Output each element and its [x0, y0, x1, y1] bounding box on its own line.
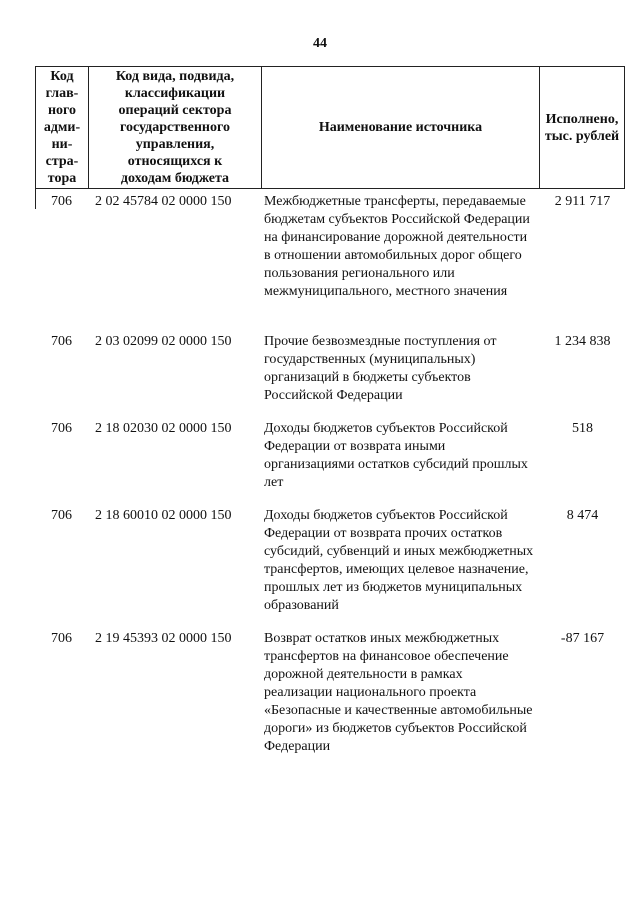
header-source-name [262, 67, 540, 188]
amount-cell: 8 474 [566, 508, 599, 523]
amount-cell: 1 234 838 [554, 334, 611, 349]
page-number: 44 [313, 36, 327, 51]
admin-code-cell: 706 [51, 631, 72, 646]
source-name-cell: Возврат остатков иных межбюджетных трансфертов на финансовое обеспечение дорожной деятельности в рамках реализации национального проекта «Безопасные и качественные автомобильные дороги» из бюджетов субъектов Российской Федерации [264, 631, 533, 754]
admin-code-cell: 706 [51, 194, 72, 209]
amount-cell: 518 [572, 421, 593, 436]
amount-cell: -87 167 [560, 631, 605, 646]
source-name-cell: Межбюджетные трансферты, передаваемые бюджетам субъектов Российской Федерации на финансирование дорожной деятельности в отношении автомобильных дорог общего пользования регионального или межмуниципального, местного значения [264, 194, 530, 299]
source-name-cell: Прочие безвозмездные поступления от государственных (муниципальных) организаций в бюджеты субъектов Российской Федерации [264, 334, 497, 403]
header-amount [540, 67, 624, 188]
admin-code-cell: 706 [51, 508, 72, 523]
admin-code-cell: 706 [51, 334, 72, 349]
header-classification-code-label: Код вида, подвида, классификации операций сектора государственного управления, относящихся к доходам бюджета [115, 69, 235, 186]
source-name-cell: Доходы бюджетов субъектов Российской Федерации от возврата иными организациями остатков субсидий прошлых лет [264, 421, 528, 490]
header-amount-label: Исполнено, тыс. рублей [544, 111, 620, 144]
classification-code-cell: 2 18 02030 02 0000 150 [95, 421, 232, 436]
classification-code-cell: 2 03 02099 02 0000 150 [95, 334, 232, 349]
amount-cell: 2 911 717 [554, 194, 611, 209]
header-source-name-label: Наименование источника [318, 120, 483, 135]
table-header [35, 66, 625, 189]
header-classification-code [89, 67, 262, 188]
classification-code-cell: 2 19 45393 02 0000 150 [95, 631, 232, 646]
admin-code-cell: 706 [51, 421, 72, 436]
header-admin-code-label: Код глав- ного адми- ни- стра- тора [43, 69, 81, 186]
header-admin-code [36, 67, 89, 188]
classification-code-cell: 2 18 60010 02 0000 150 [95, 508, 232, 523]
classification-code-cell: 2 02 45784 02 0000 150 [95, 194, 232, 209]
source-name-cell: Доходы бюджетов субъектов Российской Федерации от возврата прочих остатков субсидий, субвенций и иных межбюджетных трансфертов, имеющих целевое назначение, прошлых лет из бюджетов муниципальных образований [264, 508, 534, 613]
